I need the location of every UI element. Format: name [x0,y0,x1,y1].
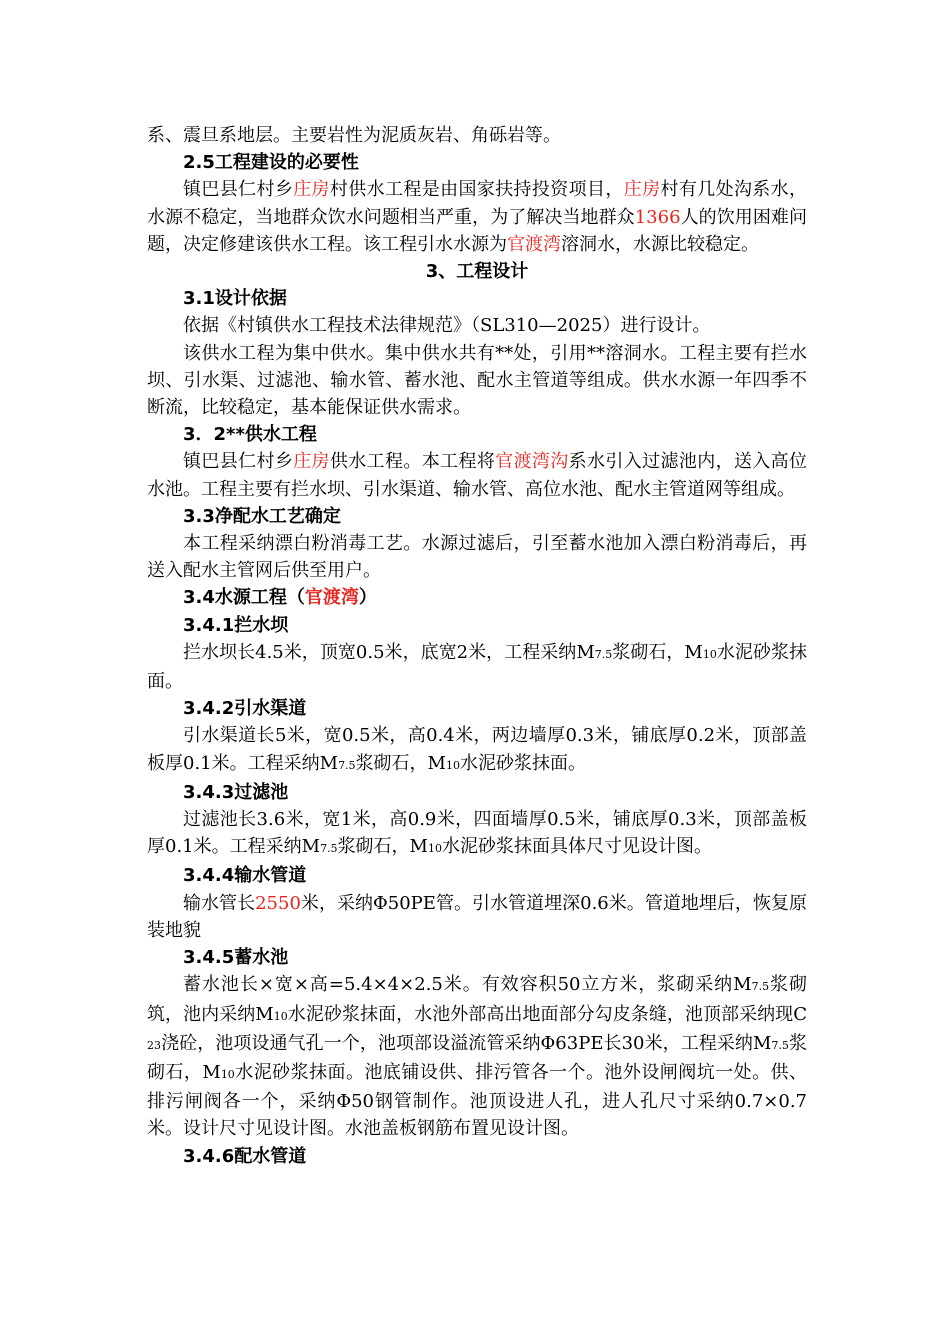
paragraph-geology: 系、震旦系地层。主要岩性为泥质灰岩、角砾岩等。 [147,125,561,146]
paragraph-necessity: 镇巴县仁村乡庄房村供水工程是由国家扶持投资项目，庄房村有几处沟系水，水源不稳定，当地群众饮水问题相当严重，为了解决当地群众1366人的饮用困难问题，决定修建该供水工程。该工程引水水源为官渡湾溶洞水，水源比较稳定。 [147,179,808,255]
heading-3-4-5: 3.4.5蓄水池 [183,947,289,969]
heading-3-4-4: 3.4.4输水管道 [183,865,307,887]
heading-3-4-1: 3.4.1拦水坝 [183,614,289,636]
paragraph-basis: 依据《村镇供水工程技术法律规范》（SL310—2025）进行设计。 [183,315,711,337]
heading-3-4-3: 3.4.3过滤池 [183,781,289,803]
document-page [147,122,807,1170]
paragraph-process: 本工程采纳漂白粉消毒工艺。水源过滤后，引至蓄水池加入漂白粉消毒后，再送入配水主管网后供至用户。 [147,533,807,582]
heading-2-5: 2.5工程建设的必要性 [183,152,359,174]
heading-3-2: 3．2**供水工程 [183,424,317,446]
heading-3-4-2: 3.4.2引水渠道 [183,698,307,720]
paragraph-dam: 拦水坝长4.5米，顶宽0.5米，底宽2米，工程采纳M7.5浆砌石，M10水泥砂浆抹面。 [147,641,808,693]
paragraph-supply-overview: 该供水工程为集中供水。集中供水共有**处，引用**溶洞水。工程主要有拦水坝、引水渠、过滤池、输水管、蓄水池、配水主管道等组成。供水水源一年四季不断流，比较稳定，基本能保证供水需求。 [147,342,807,419]
paragraph-supply-project: 镇巴县仁村乡庄房供水工程。本工程将官渡湾沟系水引入过滤池内，送入高位水池。工程主要有拦水坝、引水渠道、输水管、高位水池、配水主管道网等组成。 [147,451,808,500]
heading-3-3: 3.3净配水工艺确定 [183,505,341,527]
paragraph-reservoir: 蓄水池长×宽×高=5.4×4×2.5米。有效容积50立方米，浆砌采纳M7.5浆砌筑，池内采纳M10水泥砂浆抹面，水池外部高出地面部分勾皮条缝，池顶部采纳现C23浇砼，池项设通气孔一个，池项部设溢流管采纳Φ63PE长30米，工程采纳M7.5浆砌石，M10水泥砂浆抹面。池底铺设供、排污管各一个。池外设闸阀坑一处。供、排污闸阀各一个，采纳Φ50钢管制作。池顶设进人孔，进人孔尺寸采纳0.7×0.7米。设计尺寸见设计图。水池盖板钢筋布置见设计图。 [147,974,808,1140]
paragraph-filter: 过滤池长3.6米，宽1米，高0.9米，四面墙厚0.5米，铺底厚0.3米，顶部盖板厚0.1米。工程采纳M7.5浆砌石，M10水泥砂浆抹面具体尺寸见设计图。 [147,809,808,858]
paragraph-channel: 引水渠道长5米，宽0.5米，高0.4米，两边墙厚0.3米，铺底厚0.2米，顶部盖板厚0.1米。工程采纳M7.5浆砌石，M10水泥砂浆抹面。 [147,725,807,774]
heading-3-1: 3.1设计依据 [183,288,287,310]
paragraph-pipeline: 输水管长2550米，采纳Φ50PE管。引水管道埋深0.6米。管道地埋后，恢复原装地貌 [147,892,807,941]
heading-3: 3、工程设计 [425,261,529,283]
heading-3-4: 3.4水源工程（官渡湾） [183,587,377,609]
heading-3-4-6: 3.4.6配水管道 [183,1145,307,1167]
